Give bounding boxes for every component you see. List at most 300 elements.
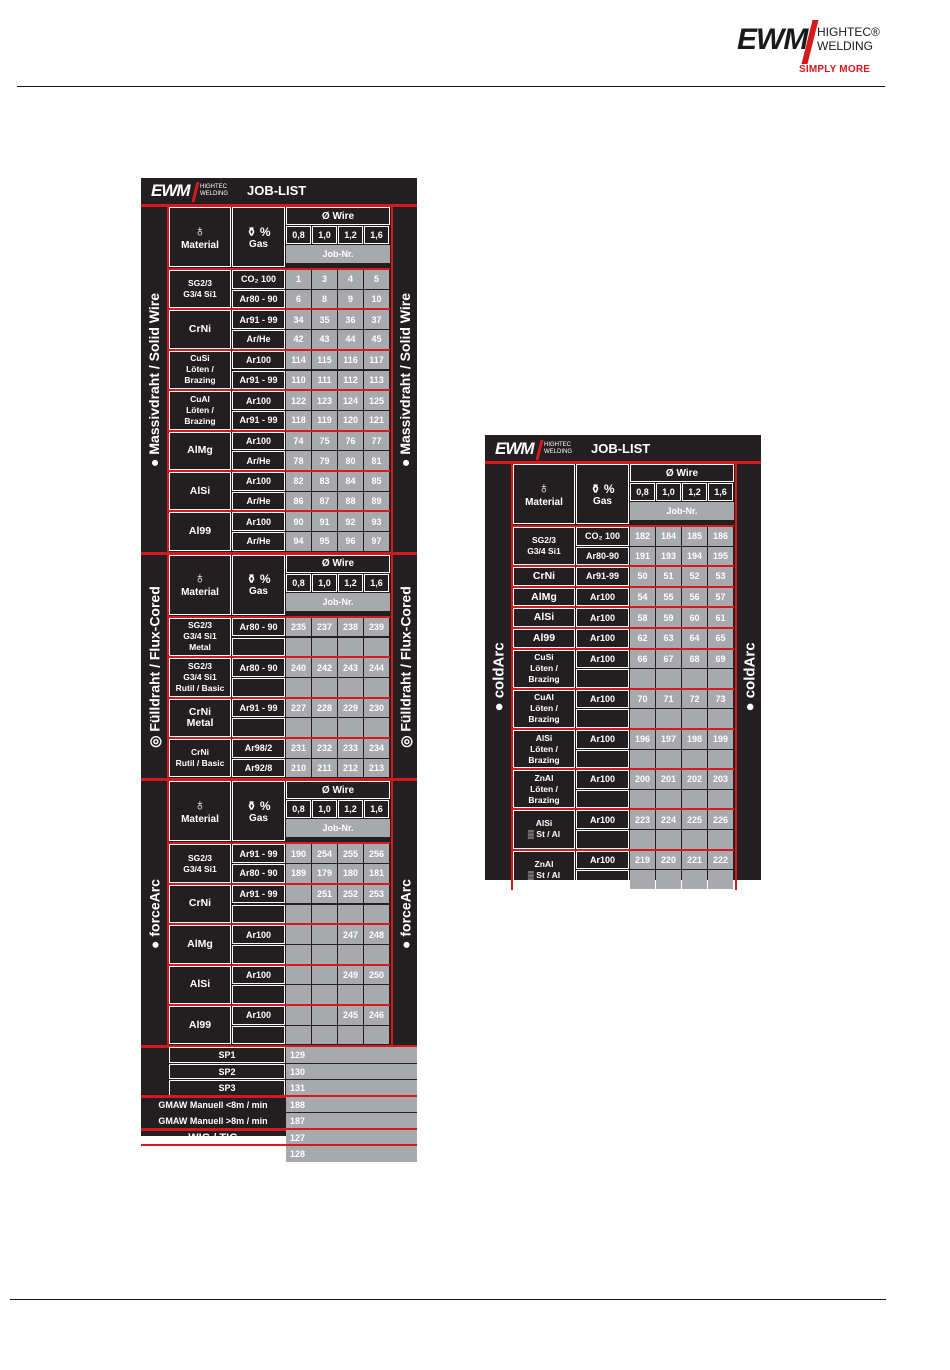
footer-label-2: SP3 <box>169 1080 285 1096</box>
right-g1-job-0-3: 53 <box>708 567 733 586</box>
left-side-label-0-a: ● Massivdraht / Solid Wire <box>146 292 163 467</box>
left-s2-g4-gas-1 <box>232 1026 285 1045</box>
right-g5-job-1-3 <box>708 669 733 688</box>
left-s0-g1-job-1-1: 43 <box>312 330 337 349</box>
left-s1-g1-job-1-1 <box>312 678 337 697</box>
left-s0-g3-job-1-0: 118 <box>286 411 311 430</box>
gas-label: Gas <box>593 495 612 507</box>
right-g5-job-0-2: 68 <box>682 650 707 669</box>
left-s2-g4-job-0-3: 246 <box>364 1006 389 1025</box>
left-s2-g3-job-0-3: 250 <box>364 966 389 985</box>
left-s1-g1-gas-1 <box>232 678 285 697</box>
left-s2-g2-job-1-2 <box>338 945 363 964</box>
left-s2-g2-job-1-0 <box>286 945 311 964</box>
left-s2-g2-gas-0: Ar100 <box>232 925 285 944</box>
footer-job-6: 128 <box>286 1146 417 1162</box>
right-g5-job-1-2 <box>682 669 707 688</box>
right-g0-job-1-2: 194 <box>682 547 707 566</box>
left-s0-diameter-1: 1,0 <box>312 226 337 244</box>
left-s2-g2-job-1-1 <box>312 945 337 964</box>
left-s0-g0-job-1-3: 10 <box>364 290 389 309</box>
left-s2-g1-gas-0: Ar91 - 99 <box>232 885 285 904</box>
left-s0-g0-job-0-3: 5 <box>364 270 389 289</box>
right-g4-gas-0: Ar100 <box>576 629 629 648</box>
left-s0-g1-job-1-2: 44 <box>338 330 363 349</box>
right-g7-gas-1 <box>576 750 629 769</box>
right-g0-job-0-0: 182 <box>630 527 655 546</box>
left-side-label-1-b: ◎ Fülldraht / Flux-Cored <box>396 586 413 748</box>
left-side-label-2-b: ● forceArc <box>397 878 413 949</box>
right-diameter-2: 1,2 <box>682 483 707 501</box>
left-s1-g2-job-1-1 <box>312 718 337 737</box>
left-s0-g0-gas-0: CO₂ 100 <box>232 270 285 289</box>
right-g2-job-0-3: 57 <box>708 588 733 607</box>
left-s2-g1-job-1-0 <box>286 905 311 924</box>
right-g7-job-0-0: 196 <box>630 730 655 749</box>
left-s1-g0-job-1-0 <box>286 638 311 657</box>
right-g10-material: ZnAl ▒ St / Al <box>513 851 575 889</box>
right-g10-job-0-2: 221 <box>682 851 707 870</box>
left-s2-g2-job-0-2: 247 <box>338 925 363 944</box>
left-s0-g5-job-0-2: 84 <box>338 472 363 491</box>
right-g8-job-0-2: 202 <box>682 770 707 789</box>
left-s1-g1-job-0-1: 242 <box>312 658 337 677</box>
left-s0-wire-header: Ø Wire <box>286 207 390 225</box>
right-side-label-a: ● coldArc <box>489 642 507 712</box>
left-s1-g0-gas-1 <box>232 638 285 657</box>
footer-label-6: MMA / E-Hand <box>176 1148 250 1161</box>
right-g8-job-1-0 <box>630 790 655 809</box>
gas-cylinder-icon <box>246 572 270 586</box>
footer-label-4: GMAW Manuell >8m / min <box>158 1116 268 1127</box>
gas-cylinder-icon <box>246 799 270 813</box>
right-g7-job-0-1: 197 <box>656 730 681 749</box>
material-label: Material <box>181 587 219 599</box>
left-s0-g6-job-1-2: 96 <box>338 532 363 551</box>
left-s1-g3-job-0-3: 234 <box>364 739 389 758</box>
left-s2-g1-job-0-2: 252 <box>338 885 363 904</box>
left-s0-g6-job-0-3: 93 <box>364 512 389 531</box>
right-g8-material: ZnAl Löten / Brazing <box>513 770 575 808</box>
left-s0-g5-job-1-3: 89 <box>364 492 389 511</box>
left-s2-g4-job-0-1 <box>312 1006 337 1025</box>
gas-cylinder-glyph: ⚱ <box>246 572 260 587</box>
material-label: Material <box>181 239 219 251</box>
right-g10-job-1-1 <box>656 870 681 889</box>
right-g6-job-1-0 <box>630 709 655 728</box>
right-g6-gas-1 <box>576 709 629 728</box>
left-s1-g0-job-0-3: 239 <box>364 618 389 637</box>
right-g6-job-1-2 <box>682 709 707 728</box>
left-s0-g4-job-1-2: 80 <box>338 451 363 470</box>
left-s2-g2-gas-1 <box>232 945 285 964</box>
material-icon: ♁ <box>538 479 550 497</box>
material-icon: ♁ <box>194 796 206 814</box>
right-g1-gas-0: Ar91-99 <box>576 567 629 586</box>
left-s1-g0-job-1-3 <box>364 638 389 657</box>
left-s2-g0-gas-1: Ar80 - 90 <box>232 864 285 883</box>
left-s2-g4-job-1-0 <box>286 1026 311 1045</box>
gas-label: Gas <box>249 586 268 598</box>
logo-brand: EWM <box>737 23 808 56</box>
left-s1-g2-gas-1 <box>232 718 285 737</box>
gas-cylinder-glyph: ⚱ <box>246 224 260 239</box>
left-s0-g4-job-0-3: 77 <box>364 432 389 451</box>
left-s0-g5-job-0-3: 85 <box>364 472 389 491</box>
logo-tagline: SIMPLY MORE <box>799 64 871 75</box>
left-s2-g4-job-0-0 <box>286 1006 311 1025</box>
left-s2-g1-job-1-2 <box>338 905 363 924</box>
left-s1-g2-job-0-2: 229 <box>338 699 363 718</box>
left-s1-g1-job-1-0 <box>286 678 311 697</box>
left-s0-diameter-3: 1,6 <box>364 226 389 244</box>
right-diameter-0: 0,8 <box>630 483 655 501</box>
right-g7-gas-0: Ar100 <box>576 730 629 749</box>
joblist-logo-brand: EWM <box>151 181 190 200</box>
footer-job-5: 127 <box>286 1130 417 1146</box>
right-g2-job-0-0: 54 <box>630 588 655 607</box>
left-s2-g3-job-0-2: 249 <box>338 966 363 985</box>
right-g10-job-1-2 <box>682 870 707 889</box>
left-s0-g2-job-0-2: 116 <box>338 351 363 370</box>
left-s1-diameter-1: 1,0 <box>312 574 337 592</box>
right-g5-job-0-0: 66 <box>630 650 655 669</box>
header-divider <box>17 86 885 87</box>
left-s0-g5-job-0-0: 82 <box>286 472 311 491</box>
left-s1-diameter-3: 1,6 <box>364 574 389 592</box>
right-g7-job-1-0 <box>630 750 655 769</box>
percent-label: % <box>603 481 615 496</box>
left-s2-jobnr-header: Job-Nr. <box>286 819 390 837</box>
left-s0-g0-job-1-0: 6 <box>286 290 311 309</box>
right-jobnr-header: Job-Nr. <box>630 502 734 520</box>
footer-job-0: 129 <box>286 1047 417 1063</box>
left-s0-gas-header <box>232 207 285 267</box>
left-s0-g5-job-1-1: 87 <box>312 492 337 511</box>
left-s0-g3-material: CuAl Löten / Brazing <box>169 391 231 429</box>
right-g9-material: AlSi ▒ St / Al <box>513 810 575 848</box>
right-g4-job-0-1: 63 <box>656 629 681 648</box>
left-s1-g2-gas-0: Ar91 - 99 <box>232 699 285 718</box>
left-s0-g0-job-0-0: 1 <box>286 270 311 289</box>
right-g10-job-0-3: 222 <box>708 851 733 870</box>
left-s0-g1-material: CrNi <box>169 310 231 348</box>
left-s2-g0-job-0-2: 255 <box>338 844 363 863</box>
left-s0-g2-job-1-2: 112 <box>338 371 363 390</box>
left-s1-g2-job-0-0: 227 <box>286 699 311 718</box>
joblist-logo <box>495 439 595 461</box>
left-s0-g6-gas-1: Ar/He <box>232 532 285 551</box>
left-s0-g0-material: SG2/3 G3/4 Si1 <box>169 270 231 308</box>
right-g9-job-0-3: 226 <box>708 810 733 829</box>
left-s1-g0-job-1-1 <box>312 638 337 657</box>
left-s1-g3-job-0-2: 233 <box>338 739 363 758</box>
left-s0-g5-gas-1: Ar/He <box>232 492 285 511</box>
left-s0-g2-material: CuSi Löten / Brazing <box>169 351 231 389</box>
right-g6-job-0-2: 72 <box>682 690 707 709</box>
right-g8-gas-0: Ar100 <box>576 770 629 789</box>
left-s0-diameter-0: 0,8 <box>286 226 311 244</box>
left-s0-g3-job-0-1: 123 <box>312 391 337 410</box>
left-s0-g6-gas-0: Ar100 <box>232 512 285 531</box>
right-g7-material: AlSi Löten / Brazing <box>513 730 575 768</box>
left-s0-g4-job-0-2: 76 <box>338 432 363 451</box>
left-s1-g0-gas-0: Ar80 - 90 <box>232 618 285 637</box>
joblist-logo <box>151 181 251 203</box>
right-g2-material: AlMg <box>513 588 575 607</box>
right-side-label-b: ● coldArc <box>740 642 758 712</box>
left-s2-g1-job-0-0 <box>286 885 311 904</box>
percent-label: % <box>259 572 271 587</box>
right-g6-job-1-1 <box>656 709 681 728</box>
left-s2-g4-material: Al99 <box>169 1006 231 1044</box>
right-g7-job-1-3 <box>708 750 733 769</box>
right-g9-gas-0: Ar100 <box>576 810 629 829</box>
left-s0-g4-gas-0: Ar100 <box>232 432 285 451</box>
left-s2-g1-job-1-3 <box>364 905 389 924</box>
left-s0-g6-material: Al99 <box>169 512 231 550</box>
left-s0-g3-job-0-2: 124 <box>338 391 363 410</box>
left-s0-g2-job-1-1: 111 <box>312 371 337 390</box>
left-s1-g3-gas-0: Ar98/2 <box>232 739 285 758</box>
left-s1-jobnr-header: Job-Nr. <box>286 593 390 611</box>
joblist-logo-subtitle: HIGHTEC WELDING <box>200 184 229 197</box>
right-g9-job-1-0 <box>630 830 655 849</box>
left-s0-g0-gas-1: Ar80 - 90 <box>232 290 285 309</box>
left-s0-g6-job-1-0: 94 <box>286 532 311 551</box>
gas-cylinder-glyph: ⚱ <box>246 798 260 813</box>
right-band-line <box>735 461 737 890</box>
joblist-title: JOB-LIST <box>591 441 651 456</box>
left-s0-g2-gas-0: Ar100 <box>232 351 285 370</box>
left-s1-g3-job-1-0: 210 <box>286 759 311 778</box>
logo-subtitle: HIGHTEC® WELDING <box>817 25 880 53</box>
right-g4-job-0-3: 65 <box>708 629 733 648</box>
right-g6-material: CuAl Löten / Brazing <box>513 690 575 728</box>
material-label: Material <box>181 813 219 825</box>
percent-label: % <box>259 224 271 239</box>
left-s2-diameter-2: 1,2 <box>338 800 363 818</box>
right-g3-job-0-0: 58 <box>630 608 655 627</box>
left-s2-g3-job-0-0 <box>286 966 311 985</box>
right-g8-gas-1 <box>576 790 629 809</box>
right-g6-gas-0: Ar100 <box>576 690 629 709</box>
left-s1-material-header <box>169 555 231 615</box>
left-s0-g6-job-0-0: 90 <box>286 512 311 531</box>
left-s0-g5-job-1-2: 88 <box>338 492 363 511</box>
left-s2-g0-job-1-2: 180 <box>338 864 363 883</box>
left-s1-g3-gas-1: Ar92/8 <box>232 759 285 778</box>
left-s2-g3-gas-0: Ar100 <box>232 966 285 985</box>
left-s0-g3-job-0-3: 125 <box>364 391 389 410</box>
right-g1-job-0-2: 52 <box>682 567 707 586</box>
left-s2-wire-header: Ø Wire <box>286 781 390 799</box>
left-s0-g2-job-0-0: 114 <box>286 351 311 370</box>
left-s2-g0-gas-0: Ar91 - 99 <box>232 844 285 863</box>
right-g8-job-0-1: 201 <box>656 770 681 789</box>
right-g7-job-0-3: 199 <box>708 730 733 749</box>
joblist-logo-subtitle: HIGHTEC WELDING <box>544 442 573 455</box>
joblist-logo-slash <box>192 182 200 202</box>
left-s2-g0-job-1-1: 179 <box>312 864 337 883</box>
joblist-title: JOB-LIST <box>247 183 307 198</box>
right-band-line <box>391 204 393 1045</box>
right-g8-job-1-3 <box>708 790 733 809</box>
footer-label-0: SP1 <box>169 1047 285 1063</box>
left-s1-g2-job-1-3 <box>364 718 389 737</box>
right-g10-job-1-0 <box>630 870 655 889</box>
left-s2-g4-job-1-2 <box>338 1026 363 1045</box>
right-g5-job-1-1 <box>656 669 681 688</box>
left-side-label-2-a: ● forceArc <box>146 878 162 949</box>
footer-divider <box>10 1299 886 1300</box>
left-s1-g3-job-1-1: 211 <box>312 759 337 778</box>
right-g7-job-1-2 <box>682 750 707 769</box>
right-g10-job-0-1: 220 <box>656 851 681 870</box>
left-s2-diameter-0: 0,8 <box>286 800 311 818</box>
left-s2-g1-job-1-1 <box>312 905 337 924</box>
left-s2-g4-job-1-1 <box>312 1026 337 1045</box>
left-s2-g0-material: SG2/3 G3/4 Si1 <box>169 844 231 882</box>
left-s1-g1-job-0-3: 244 <box>364 658 389 677</box>
left-s2-g0-job-0-0: 190 <box>286 844 311 863</box>
gas-label: Gas <box>249 238 268 250</box>
right-g9-job-1-1 <box>656 830 681 849</box>
percent-label: % <box>259 798 271 813</box>
left-side-label-0-b: ● Massivdraht / Solid Wire <box>396 292 413 467</box>
left-s0-g2-job-1-0: 110 <box>286 371 311 390</box>
left-s2-g1-job-0-3: 253 <box>364 885 389 904</box>
left-s0-g1-job-0-2: 36 <box>338 310 363 329</box>
footer-label-3: GMAW Manuell <8m / min <box>158 1099 268 1110</box>
left-s1-g3-job-1-2: 212 <box>338 759 363 778</box>
left-s2-g3-material: AlSi <box>169 966 231 1004</box>
left-s0-g0-job-0-1: 3 <box>312 270 337 289</box>
left-s2-diameter-1: 1,0 <box>312 800 337 818</box>
gas-cylinder-glyph: ⚱ <box>590 481 604 496</box>
footer-job-3: 188 <box>286 1097 417 1113</box>
right-g0-job-1-0: 191 <box>630 547 655 566</box>
left-s2-g3-job-1-2 <box>338 985 363 1004</box>
right-g3-job-0-2: 60 <box>682 608 707 627</box>
left-s0-g2-job-0-1: 115 <box>312 351 337 370</box>
left-band-line <box>511 461 513 890</box>
left-s0-g6-job-0-2: 92 <box>338 512 363 531</box>
right-g10-gas-1 <box>576 870 629 889</box>
left-s0-jobnr-header: Job-Nr. <box>286 245 390 263</box>
left-s0-g3-gas-1: Ar91 - 99 <box>232 411 285 430</box>
left-s0-g3-job-1-2: 120 <box>338 411 363 430</box>
right-g9-job-0-1: 224 <box>656 810 681 829</box>
left-band-line <box>167 204 169 1045</box>
left-s2-diameter-3: 1,6 <box>364 800 389 818</box>
right-material-header <box>513 464 575 524</box>
right-wire-header: Ø Wire <box>630 464 734 482</box>
left-s0-g1-job-0-3: 37 <box>364 310 389 329</box>
left-s0-g4-job-0-0: 74 <box>286 432 311 451</box>
left-s0-g6-job-1-1: 95 <box>312 532 337 551</box>
left-s2-g1-gas-1 <box>232 905 285 924</box>
right-g0-gas-0: CO₂ 100 <box>576 527 629 546</box>
left-s2-g4-job-1-3 <box>364 1026 389 1045</box>
right-g8-job-0-0: 200 <box>630 770 655 789</box>
right-g6-job-0-3: 73 <box>708 690 733 709</box>
left-s2-g3-job-1-0 <box>286 985 311 1004</box>
gas-cylinder-icon <box>590 482 614 496</box>
right-g7-job-1-1 <box>656 750 681 769</box>
left-s2-g1-material: CrNi <box>169 885 231 923</box>
gas-cylinder-icon <box>246 225 270 239</box>
right-g9-gas-1 <box>576 830 629 849</box>
right-g8-job-1-1 <box>656 790 681 809</box>
left-s2-g1-job-0-1: 251 <box>312 885 337 904</box>
left-s0-g2-job-0-3: 117 <box>364 351 389 370</box>
left-s1-g3-job-1-3: 213 <box>364 759 389 778</box>
left-s1-g0-job-0-0: 235 <box>286 618 311 637</box>
left-s2-g2-job-0-3: 248 <box>364 925 389 944</box>
left-s1-g1-job-1-2 <box>338 678 363 697</box>
left-s0-g0-job-1-1: 8 <box>312 290 337 309</box>
footer-job-4: 187 <box>286 1113 417 1129</box>
left-s0-g5-job-1-0: 86 <box>286 492 311 511</box>
left-s2-g4-gas-0: Ar100 <box>232 1006 285 1025</box>
left-s1-g1-job-0-2: 243 <box>338 658 363 677</box>
left-s0-g1-job-1-3: 45 <box>364 330 389 349</box>
material-icon: ♁ <box>194 222 206 240</box>
left-s0-g1-job-1-0: 42 <box>286 330 311 349</box>
right-g0-job-0-1: 184 <box>656 527 681 546</box>
footer-job-2: 131 <box>286 1080 417 1096</box>
right-diameter-3: 1,6 <box>708 483 733 501</box>
right-gas-header <box>576 464 629 524</box>
left-s0-g5-job-0-1: 83 <box>312 472 337 491</box>
right-g0-job-0-3: 186 <box>708 527 733 546</box>
right-g9-job-0-2: 225 <box>682 810 707 829</box>
left-s0-g3-gas-0: Ar100 <box>232 391 285 410</box>
right-g1-job-0-0: 50 <box>630 567 655 586</box>
left-s2-material-header <box>169 781 231 841</box>
right-g9-job-0-0: 223 <box>630 810 655 829</box>
right-g3-material: AlSi <box>513 608 575 627</box>
left-s0-g1-job-0-1: 35 <box>312 310 337 329</box>
material-icon: ♁ <box>194 570 206 588</box>
right-g4-material: Al99 <box>513 629 575 648</box>
left-s1-g2-job-1-2 <box>338 718 363 737</box>
left-s0-g5-material: AlSi <box>169 472 231 510</box>
right-g5-job-0-3: 69 <box>708 650 733 669</box>
left-s0-g4-job-1-3: 81 <box>364 451 389 470</box>
right-g2-job-0-1: 55 <box>656 588 681 607</box>
left-s1-wire-header: Ø Wire <box>286 555 390 573</box>
left-s1-g1-job-1-3 <box>364 678 389 697</box>
footer-label-5: WIG / TIG <box>188 1131 238 1144</box>
left-s0-g3-job-0-0: 122 <box>286 391 311 410</box>
left-s1-g1-job-0-0: 240 <box>286 658 311 677</box>
right-g6-job-1-3 <box>708 709 733 728</box>
left-s0-g2-job-1-3: 113 <box>364 371 389 390</box>
left-s2-g2-material: AlMg <box>169 925 231 963</box>
right-g3-job-0-3: 61 <box>708 608 733 627</box>
left-s0-g4-job-0-1: 75 <box>312 432 337 451</box>
footer-job-1: 130 <box>286 1064 417 1080</box>
right-g5-job-1-0 <box>630 669 655 688</box>
right-g5-gas-1 <box>576 669 629 688</box>
left-s2-g2-job-0-1 <box>312 925 337 944</box>
right-g10-job-1-3 <box>708 870 733 889</box>
left-s1-g0-material: SG2/3 G3/4 Si1 Metal <box>169 618 231 656</box>
left-s1-gas-header <box>232 555 285 615</box>
left-s1-g0-job-0-1: 237 <box>312 618 337 637</box>
